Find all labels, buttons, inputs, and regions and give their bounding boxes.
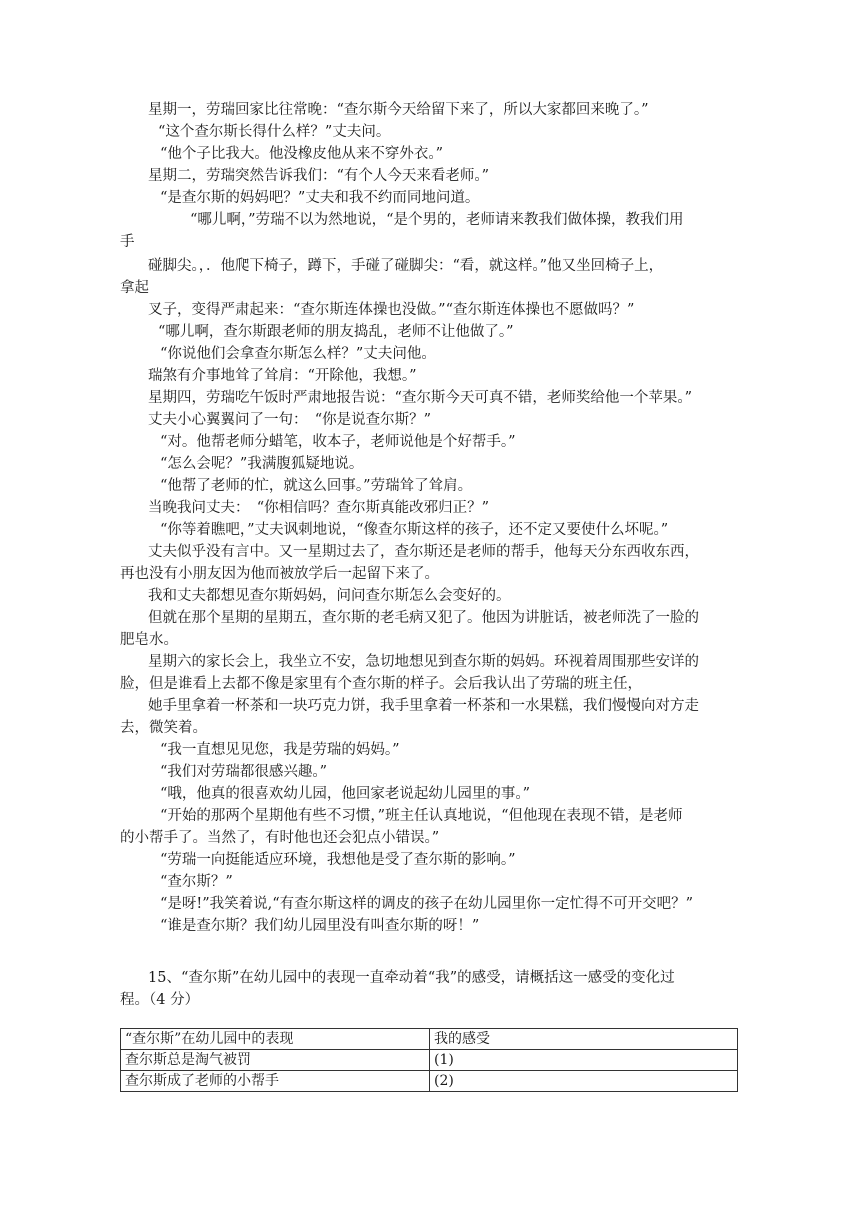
- story-line: “查尔斯？”: [160, 874, 233, 890]
- story-line: 再也没有小朋友因为他而被放学后一起留下来了。: [120, 566, 439, 582]
- question-line-1: 15、“查尔斯”在幼儿园中的表现一直牵动着“我”的感受，请概括这一感受的变化过: [148, 970, 675, 986]
- answer-table: [120, 1028, 738, 1092]
- story-line: 星期一，劳瑞回家比往常晚：“查尔斯今天给留下来了，所以大家都回来晚了。”: [148, 102, 649, 118]
- story-line: 丈夫小心翼翼问了一句： “你是说查尔斯？”: [148, 412, 432, 428]
- story-line: 脸，但是谁看上去都不像是家里有个查尔斯的样子。会后我认出了劳瑞的班主任，: [120, 676, 642, 692]
- story-line: “我一直想见见您，我是劳瑞的妈妈。”: [160, 742, 400, 758]
- story-line: 的小帮手了。当然了，有时他也还会犯点小错误。”: [120, 830, 440, 846]
- story-line: 碰脚尖。，．他爬下椅子，蹲下，手碰了碰脚尖：“看，就这样。”他又坐回椅子上，: [148, 258, 664, 274]
- story-line: “对。他帮老师分蜡笔，收本子，老师说他是个好帮手。”: [160, 434, 516, 450]
- story-line: “你说他们会拿查尔斯怎么样？”丈夫问他。: [160, 346, 436, 362]
- story-line: 星期六的家长会上，我坐立不安，急切地想见到查尔斯的妈妈。环视着周围那些安详的: [148, 654, 699, 670]
- story-line: “哪儿啊，查尔斯跟老师的朋友捣乱，老师不让他做了。”: [158, 324, 514, 340]
- story-line: “这个查尔斯长得什么样？”丈夫问。: [158, 124, 391, 140]
- story-line: 当晚我问丈夫： “你相信吗？查尔斯真能改邪归正？”: [148, 500, 490, 516]
- story-line: 手: [120, 234, 135, 250]
- story-line: “是呀!”我笑着说,“有查尔斯这样的调皮的孩子在幼儿园里你一定忙得不可开交吧？”: [160, 896, 694, 912]
- table-row: [121, 1071, 738, 1092]
- answer-blank-cell[interactable]: (2): [430, 1071, 738, 1092]
- story-line: “哪儿啊，”劳瑞不以为然地说，“是个男的，老师请来教我们做体操，教我们用: [190, 212, 684, 228]
- story-line: “你等着瞧吧，”丈夫讽刺地说，“像查尔斯这样的孩子，还不定又要使什么坏呢。”: [160, 522, 669, 538]
- story-line: 叉子，变得严肃起来：“查尔斯连体操也没做。”“查尔斯连体操也不愿做吗？”: [148, 302, 635, 318]
- table-row: [121, 1050, 738, 1071]
- question-line-2: 程。（4 分）: [120, 992, 200, 1008]
- story-line: 瑞煞有介事地耸了耸肩：“开除他，我想。”: [148, 368, 417, 384]
- table-header-cell: “查尔斯”在幼儿园中的表现: [121, 1029, 430, 1050]
- story-line: “开始的那两个星期他有些不习惯，”班主任认真地说，“但他现在表现不错，是老师: [160, 808, 683, 824]
- story-line: 丈夫似乎没有言中。又一星期过去了，查尔斯还是老师的帮手，他每天分东西收东西，: [148, 544, 699, 560]
- table-header-row: [121, 1029, 738, 1050]
- story-line: “他帮了老师的忙，就这么回事。”劳瑞耸了耸肩。: [160, 478, 473, 494]
- table-cell: 查尔斯成了老师的小帮手: [121, 1071, 430, 1092]
- story-line: “哦，他真的很喜欢幼儿园，他回家老说起幼儿园里的事。”: [160, 786, 531, 802]
- story-line: 星期四，劳瑞吃午饭时严肃地报告说：“查尔斯今天可真不错，老师奖给他一个苹果。”: [148, 390, 693, 406]
- story-line: “怎么会呢？”我满腹狐疑地说。: [160, 456, 364, 472]
- story-line: “谁是查尔斯？我们幼儿园里没有叫查尔斯的呀！”: [160, 918, 480, 934]
- story-line: “劳瑞一向挺能适应环境，我想他是受了查尔斯的影响。”: [160, 852, 516, 868]
- table-header-cell: 我的感受: [430, 1029, 738, 1050]
- story-line: “是查尔斯的妈妈吧？”丈夫和我不约而同地问道。: [160, 190, 480, 206]
- story-line: 星期二，劳瑞突然告诉我们：“有个人今天来看老师。”: [148, 168, 490, 184]
- story-line: “我们对劳瑞都很感兴趣。”: [160, 764, 328, 780]
- story-line: 她手里拿着一杯茶和一块巧克力饼，我手里拿着一杯茶和一水果糕，我们慢慢向对方走: [148, 698, 699, 714]
- story-line: 去，微笑着。: [120, 720, 207, 736]
- story-line: 拿起: [120, 280, 149, 296]
- answer-blank-cell[interactable]: (1): [430, 1050, 738, 1071]
- story-line: 但就在那个星期的星期五，查尔斯的老毛病又犯了。他因为讲脏话，被老师洗了一脸的: [148, 610, 699, 626]
- story-line: “他个子比我大。他没橡皮他从来不穿外衣。”: [160, 146, 444, 162]
- story-line: 我和丈夫都想见查尔斯妈妈，问问查尔斯怎么会变好的。: [148, 588, 511, 604]
- story-line: 肥皂水。: [120, 632, 178, 648]
- table-cell: 查尔斯总是淘气被罚: [121, 1050, 430, 1071]
